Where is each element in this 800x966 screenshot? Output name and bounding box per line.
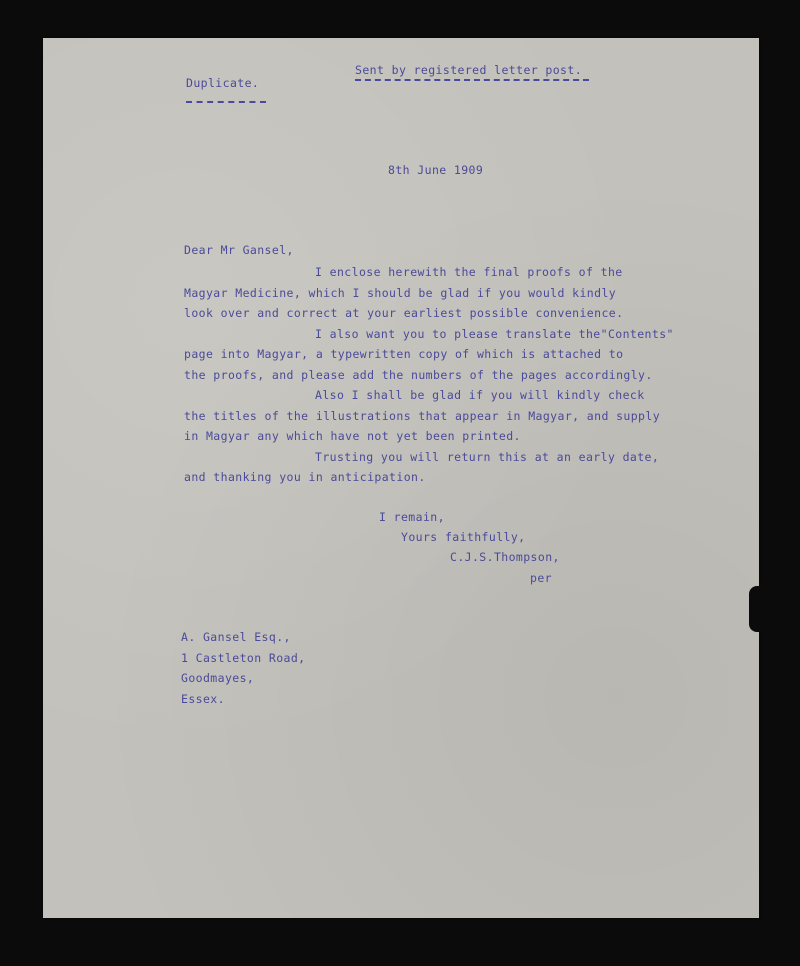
paper-tear <box>749 586 763 632</box>
closing-remain: I remain, <box>379 510 445 524</box>
duplicate-label: Duplicate. <box>186 76 260 90</box>
body-line: and thanking you in anticipation. <box>184 470 426 484</box>
body-line: I enclose herewith the final proofs of the <box>315 265 623 279</box>
sent-by-note: Sent by registered letter post. <box>355 63 583 77</box>
body-line: Magyar Medicine, which I should be glad if you would kindly <box>184 286 617 300</box>
letter-page <box>43 38 759 918</box>
signature-per: per <box>530 571 552 585</box>
closing-faithfully: Yours faithfully, <box>401 530 526 544</box>
duplicate-underline <box>186 101 266 103</box>
salutation: Dear Mr Gansel, <box>184 243 294 257</box>
address-line: Goodmayes, <box>181 671 255 685</box>
address-line: Essex. <box>181 692 225 706</box>
body-line: I also want you to please translate the"Contents" <box>315 327 674 341</box>
body-line: in Magyar any which have not yet been printed. <box>184 429 521 443</box>
signature-name: C.J.S.Thompson, <box>450 550 560 564</box>
address-line: A. Gansel Esq., <box>181 630 291 644</box>
body-line: the proofs, and please add the numbers of the pages accordingly. <box>184 368 653 382</box>
body-line: look over and correct at your earliest possible convenience. <box>184 306 624 320</box>
body-line: Also I shall be glad if you will kindly check <box>315 388 645 402</box>
letter-date: 8th June 1909 <box>388 163 484 177</box>
address-line: 1 Castleton Road, <box>181 651 306 665</box>
body-line: Trusting you will return this at an early date, <box>315 450 660 464</box>
body-line: page into Magyar, a typewritten copy of which is attached to <box>184 347 624 361</box>
sent-by-underline <box>355 79 589 81</box>
body-line: the titles of the illustrations that appear in Magyar, and supply <box>184 409 661 423</box>
